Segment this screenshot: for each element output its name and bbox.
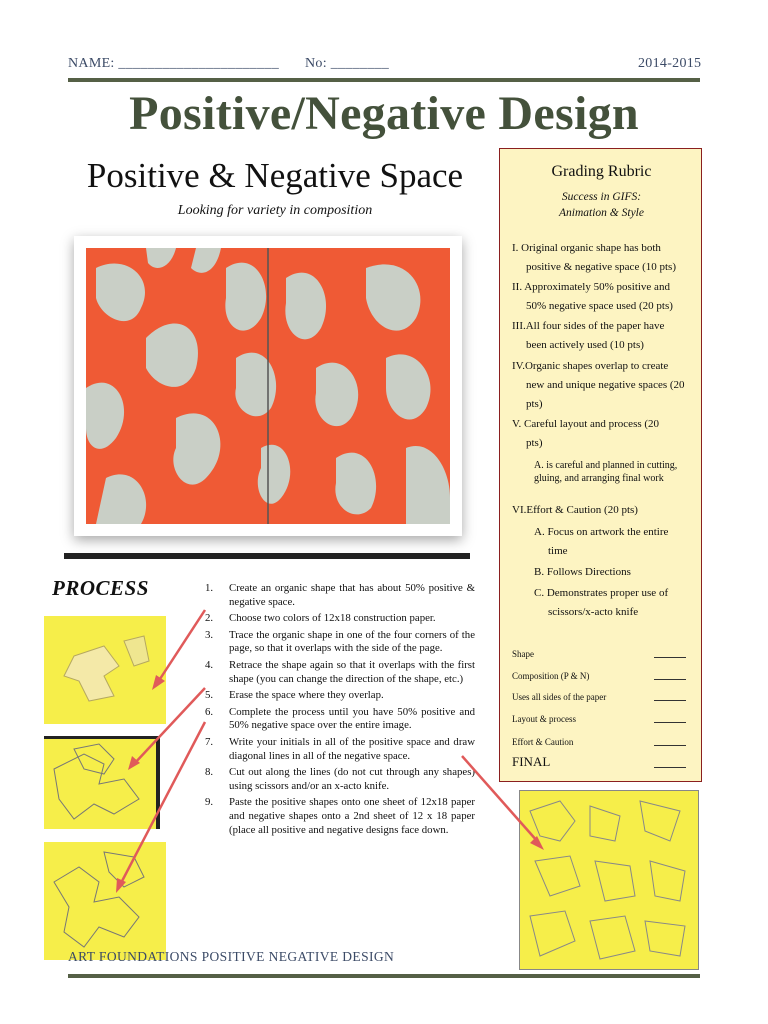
arrow-1 (158, 610, 205, 682)
arrow-2 (134, 688, 205, 764)
process-step: 1. Create an organic shape that has about 50% positive & negative space. (205, 582, 475, 608)
rubric-item: I. Original organic shape has both positive & negative space (10 pts) (512, 242, 676, 273)
rubric-item: VI.Effort & Caution (20 pts) (512, 504, 638, 516)
rubric-sub-item: A. is careful and planned in cutting, gluing, and arranging final work (534, 460, 678, 484)
footer-rule (68, 974, 700, 978)
process-heading: PROCESS (52, 576, 149, 600)
score-line: Uses all sides of the paper (512, 692, 692, 702)
process-step: 3. Trace the organic shape in one of the four corners of the page, so that it overlaps with the side of the page. (205, 628, 475, 655)
name-field-label: NAME: ______________________ (68, 56, 280, 71)
arrow-1-head (152, 675, 165, 690)
page-title: Positive/Negative Design (129, 87, 639, 140)
grading-rubric (499, 148, 702, 782)
score-line-final: FINAL (512, 754, 692, 770)
score-line: Effort & Caution (512, 737, 692, 747)
score-line: Shape (512, 649, 692, 659)
rubric-sub-item: C. Demonstrates proper use of scissors/x-acto knife (534, 587, 669, 618)
rubric-sub-item: B. Follows Directions (534, 566, 631, 578)
process-step: 8. Cut out along the lines (do not cut through any shapes) using scissors and/or an x-acto knife. (205, 766, 475, 792)
process-step: 5. Erase the space where they overlap. (205, 689, 384, 702)
footer-text: ART FOUNDATIONS POSITIVE NEGATIVE DESIGN (68, 949, 395, 964)
rubric-item: IV.Organic shapes overlap to create new and unique negative spaces (20 pts) (512, 360, 685, 410)
section-subtitle: Positive & Negative Space (86, 156, 464, 195)
arrow-3 (120, 722, 205, 885)
process-step: 9. Paste the positive shapes onto one sheet of 12x18 paper and negative shapes onto a 2nd sheet of 12 x 18 paper (place all positive and negative designs face down. (205, 796, 475, 836)
rubric-subtitle: Success in GIFS: Animation & Style (559, 191, 644, 219)
process-step: 6. Complete the process until you have 50% positive and 50% negative space over the entire image. (205, 705, 475, 732)
rubric-title: Grading Rubric (551, 163, 652, 180)
number-field-label: No: ________ (305, 56, 390, 71)
arrow-3-head (116, 878, 126, 893)
rubric-item: V. Careful layout and process (20 pts) (512, 418, 660, 449)
rubric-item: III.All four sides of the paper have been actively used (10 pts) (512, 320, 665, 351)
tagline: Looking for variety in composition (177, 203, 373, 218)
arrow-4-head (530, 836, 544, 850)
process-step: 4. Retrace the shape again so that it overlaps with the first shape (you can change the direction of the shape, etc.) (205, 658, 475, 685)
score-line: Layout & process (512, 714, 692, 724)
process-step: 2. Choose two colors of 12x18 construction paper. (205, 612, 436, 625)
process-step: 7. Write your initials in all of the positive space and draw diagonal lines in all of the negative space. (205, 735, 475, 762)
school-year: 2014-2015 (638, 56, 702, 71)
rubric-sub-item: A. Focus on artwork the entire time (534, 526, 669, 557)
score-line: Composition (P & N) (512, 671, 692, 681)
rubric-item: II. Approximately 50% positive and 50% negative space used (20 pts) (512, 281, 673, 312)
